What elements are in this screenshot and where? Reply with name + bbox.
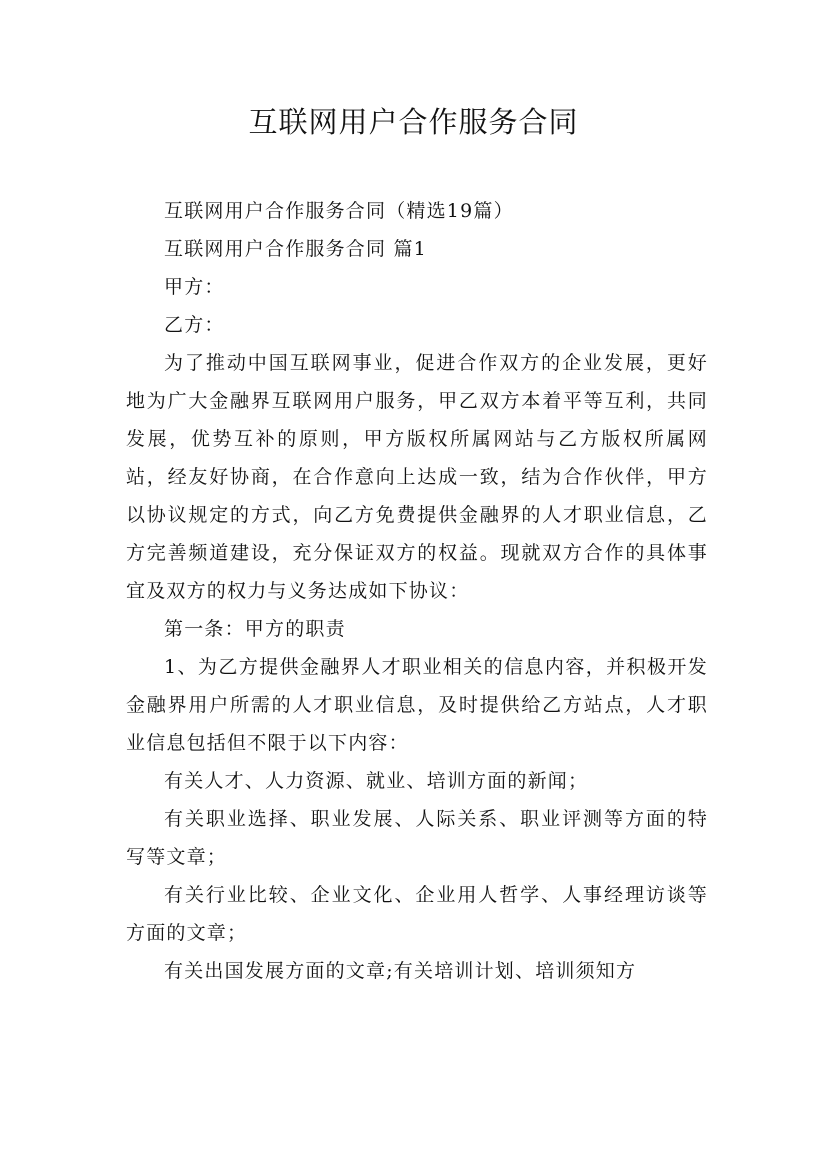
paragraph-item: 有关行业比较、企业文化、企业用人哲学、人事经理访谈等方面的文章；	[126, 884, 708, 944]
party-b-line: 乙方：	[164, 314, 225, 336]
paragraph-preamble: 为了推动中国互联网事业，促进合作双方的企业发展，更好地为广大金融界互联网用户服务，甲乙双方本着平等互利，共同发展，优势互补的原则，甲方版权所属网站与乙方版权所属网站，经友好协商，在合作意向上达成一致，结为合作伙伴，甲方以协议规定的方式，向乙方免费提供金融界的人才职业信息，乙方完善频道建设，充分保证双方的权益。现就双方合作的具体事宜及双方的权力与义务达成如下协议：	[126, 352, 708, 602]
paragraph-item: 有关出国发展方面的文章;有关培训计划、培训须知方	[164, 960, 637, 982]
paragraph-clause-1: 1、为乙方提供金融界人才职业相关的信息内容，并积极开发金融界用户所需的人才职业信息，及时提供给乙方站点，人才职业信息包括但不限于以下内容：	[126, 656, 708, 754]
article-one-heading: 第一条：甲方的职责	[164, 618, 346, 640]
document-body	[126, 192, 708, 990]
paragraph-section-heading: 互联网用户合作服务合同 篇1	[164, 238, 427, 260]
paragraph-subtitle: 互联网用户合作服务合同（精选19篇）	[164, 200, 514, 222]
paragraph-item: 有关职业选择、职业发展、人际关系、职业评测等方面的特写等文章；	[126, 808, 708, 868]
document-title: 互联网用户合作服务合同	[248, 105, 579, 139]
party-a-line: 甲方：	[164, 276, 225, 298]
paragraph-item: 有关人才、人力资源、就业、培训方面的新闻；	[164, 770, 589, 792]
